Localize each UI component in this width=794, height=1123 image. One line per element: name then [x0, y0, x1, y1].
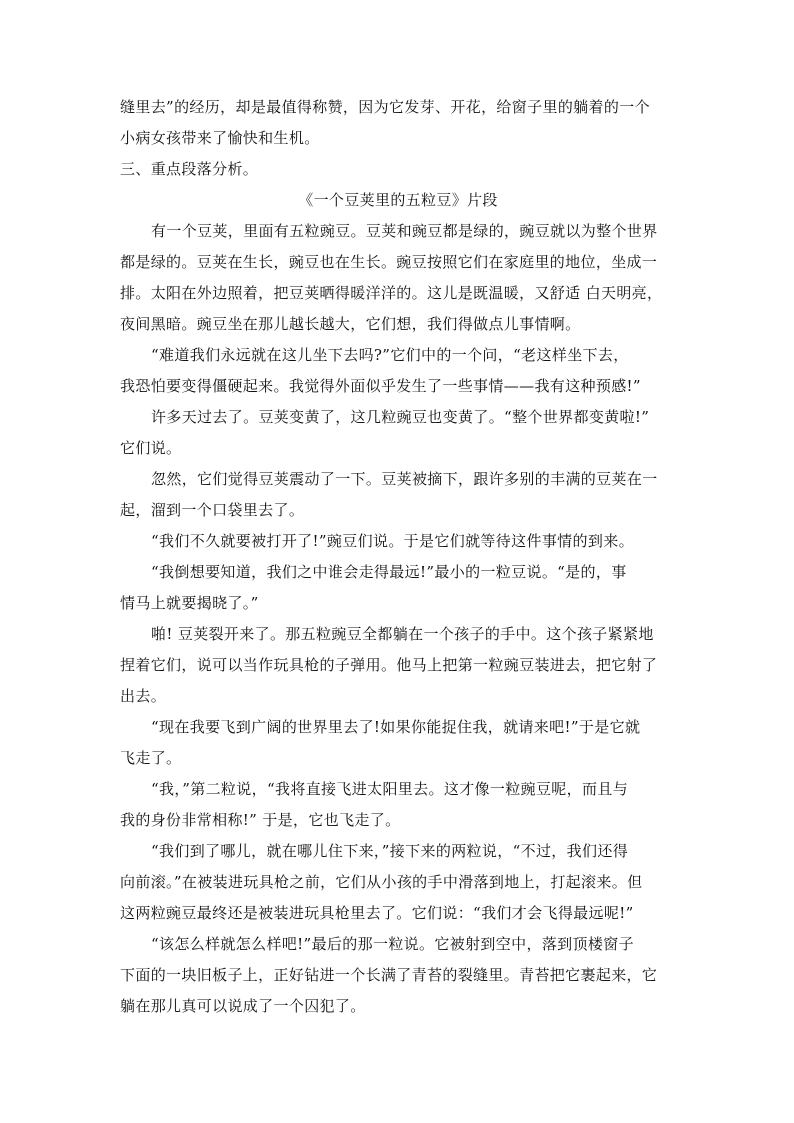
text-line: 忽然，它们觉得豆荚震动了一下。豆荚被摘下，跟许多别的丰满的豆荚在一: [151, 470, 658, 488]
text-line: 起，溜到一个口袋里去了。: [120, 501, 305, 519]
text-line: “我，”第二粒说，“我将直接飞进太阳里去。这才像一粒豌豆呢，而且与: [151, 780, 629, 798]
text-line: 这两粒豌豆最终还是被装进玩具枪里去了。它们说：“我们才会飞得最远呢!”: [120, 904, 634, 922]
text-line: “我们不久就要被打开了!”豌豆们说。于是它们就等待这件事情的到来。: [151, 532, 634, 550]
text-line: 飞走了。: [120, 749, 182, 767]
text-line: 我恐怕要变得僵硬起来。我觉得外面似乎发生了一些事情——我有这种预感!”: [120, 377, 641, 395]
text-line: 我的身份非常相称!” 于是，它也飞走了。: [120, 811, 401, 829]
text-line: 小病女孩带来了愉快和生机。: [120, 129, 320, 147]
text-line: 夜间黑暗。豌豆坐在那儿越长越大，它们想，我们得做点儿事情啊。: [120, 315, 581, 333]
text-line: 躺在那儿真可以说成了一个囚犯了。: [120, 997, 366, 1015]
text-line: “我们到了哪儿，就在哪儿住下来，”接下来的两粒说，“不过，我们还得: [151, 842, 629, 860]
text-line: “我倒想要知道，我们之中谁会走得最远!”最小的一粒豆说。“是的，事: [151, 563, 627, 581]
text-line: “难道我们永远就在这儿坐下去吗?”它们中的一个问，“老这样坐下去，: [151, 346, 629, 364]
text-line: “现在我要飞到广阔的世界里去了!如果你能捉住我，就请来吧!”于是它就: [151, 718, 641, 736]
text-line: 下面的一块旧板子上，正好钻进一个长满了青苔的裂缝里。青苔把它裹起来，它: [120, 966, 658, 984]
text-line: “该怎么样就怎么样吧!”最后的那一粒说。它被射到空中，落到顶楼窗子: [151, 935, 634, 953]
document-body: [120, 92, 676, 1022]
text-line: 有一个豆荚，里面有五粒豌豆。豆荚和豌豆都是绿的，豌豆就以为整个世界: [151, 222, 658, 240]
text-line: 排。太阳在外边照着，把豆荚晒得暖洋洋的。这儿是既温暖，又舒适 白天明亮，: [120, 284, 663, 302]
text-line: 啪! 豆荚裂开来了。那五粒豌豆全都躺在一个孩子的手中。这个孩子紧紧地: [151, 625, 654, 643]
text-line: 出去。: [120, 687, 167, 705]
text-line: 都是绿的。豆荚在生长，豌豆也在生长。豌豆按照它们在家庭里的地位，坐成一: [120, 253, 658, 271]
text-line: 许多天过去了。豆荚变黄了，这几粒豌豆也变黄了。“整个世界都变黄啦!”: [151, 408, 650, 426]
text-line: 情马上就要揭晓了。”: [120, 594, 259, 612]
section-title: 《一个豆荚里的五粒豆》片段: [298, 191, 498, 209]
text-line: 三、重点段落分析。: [120, 160, 259, 178]
text-line: 捏着它们，说可以当作玩具枪的子弹用。他马上把第一粒豌豆装进去，把它射了: [120, 656, 658, 674]
text-line: 缝里去”的经历，却是最值得称赞，因为它发芽、开花，给窗子里的躺着的一个: [120, 98, 650, 116]
text-line: 向前滚。”在被装进玩具枪之前，它们从小孩的手中滑落到地上，打起滚来。但: [120, 873, 643, 891]
text-line: 它们说。: [120, 439, 182, 457]
document-page: [120, 92, 676, 1022]
